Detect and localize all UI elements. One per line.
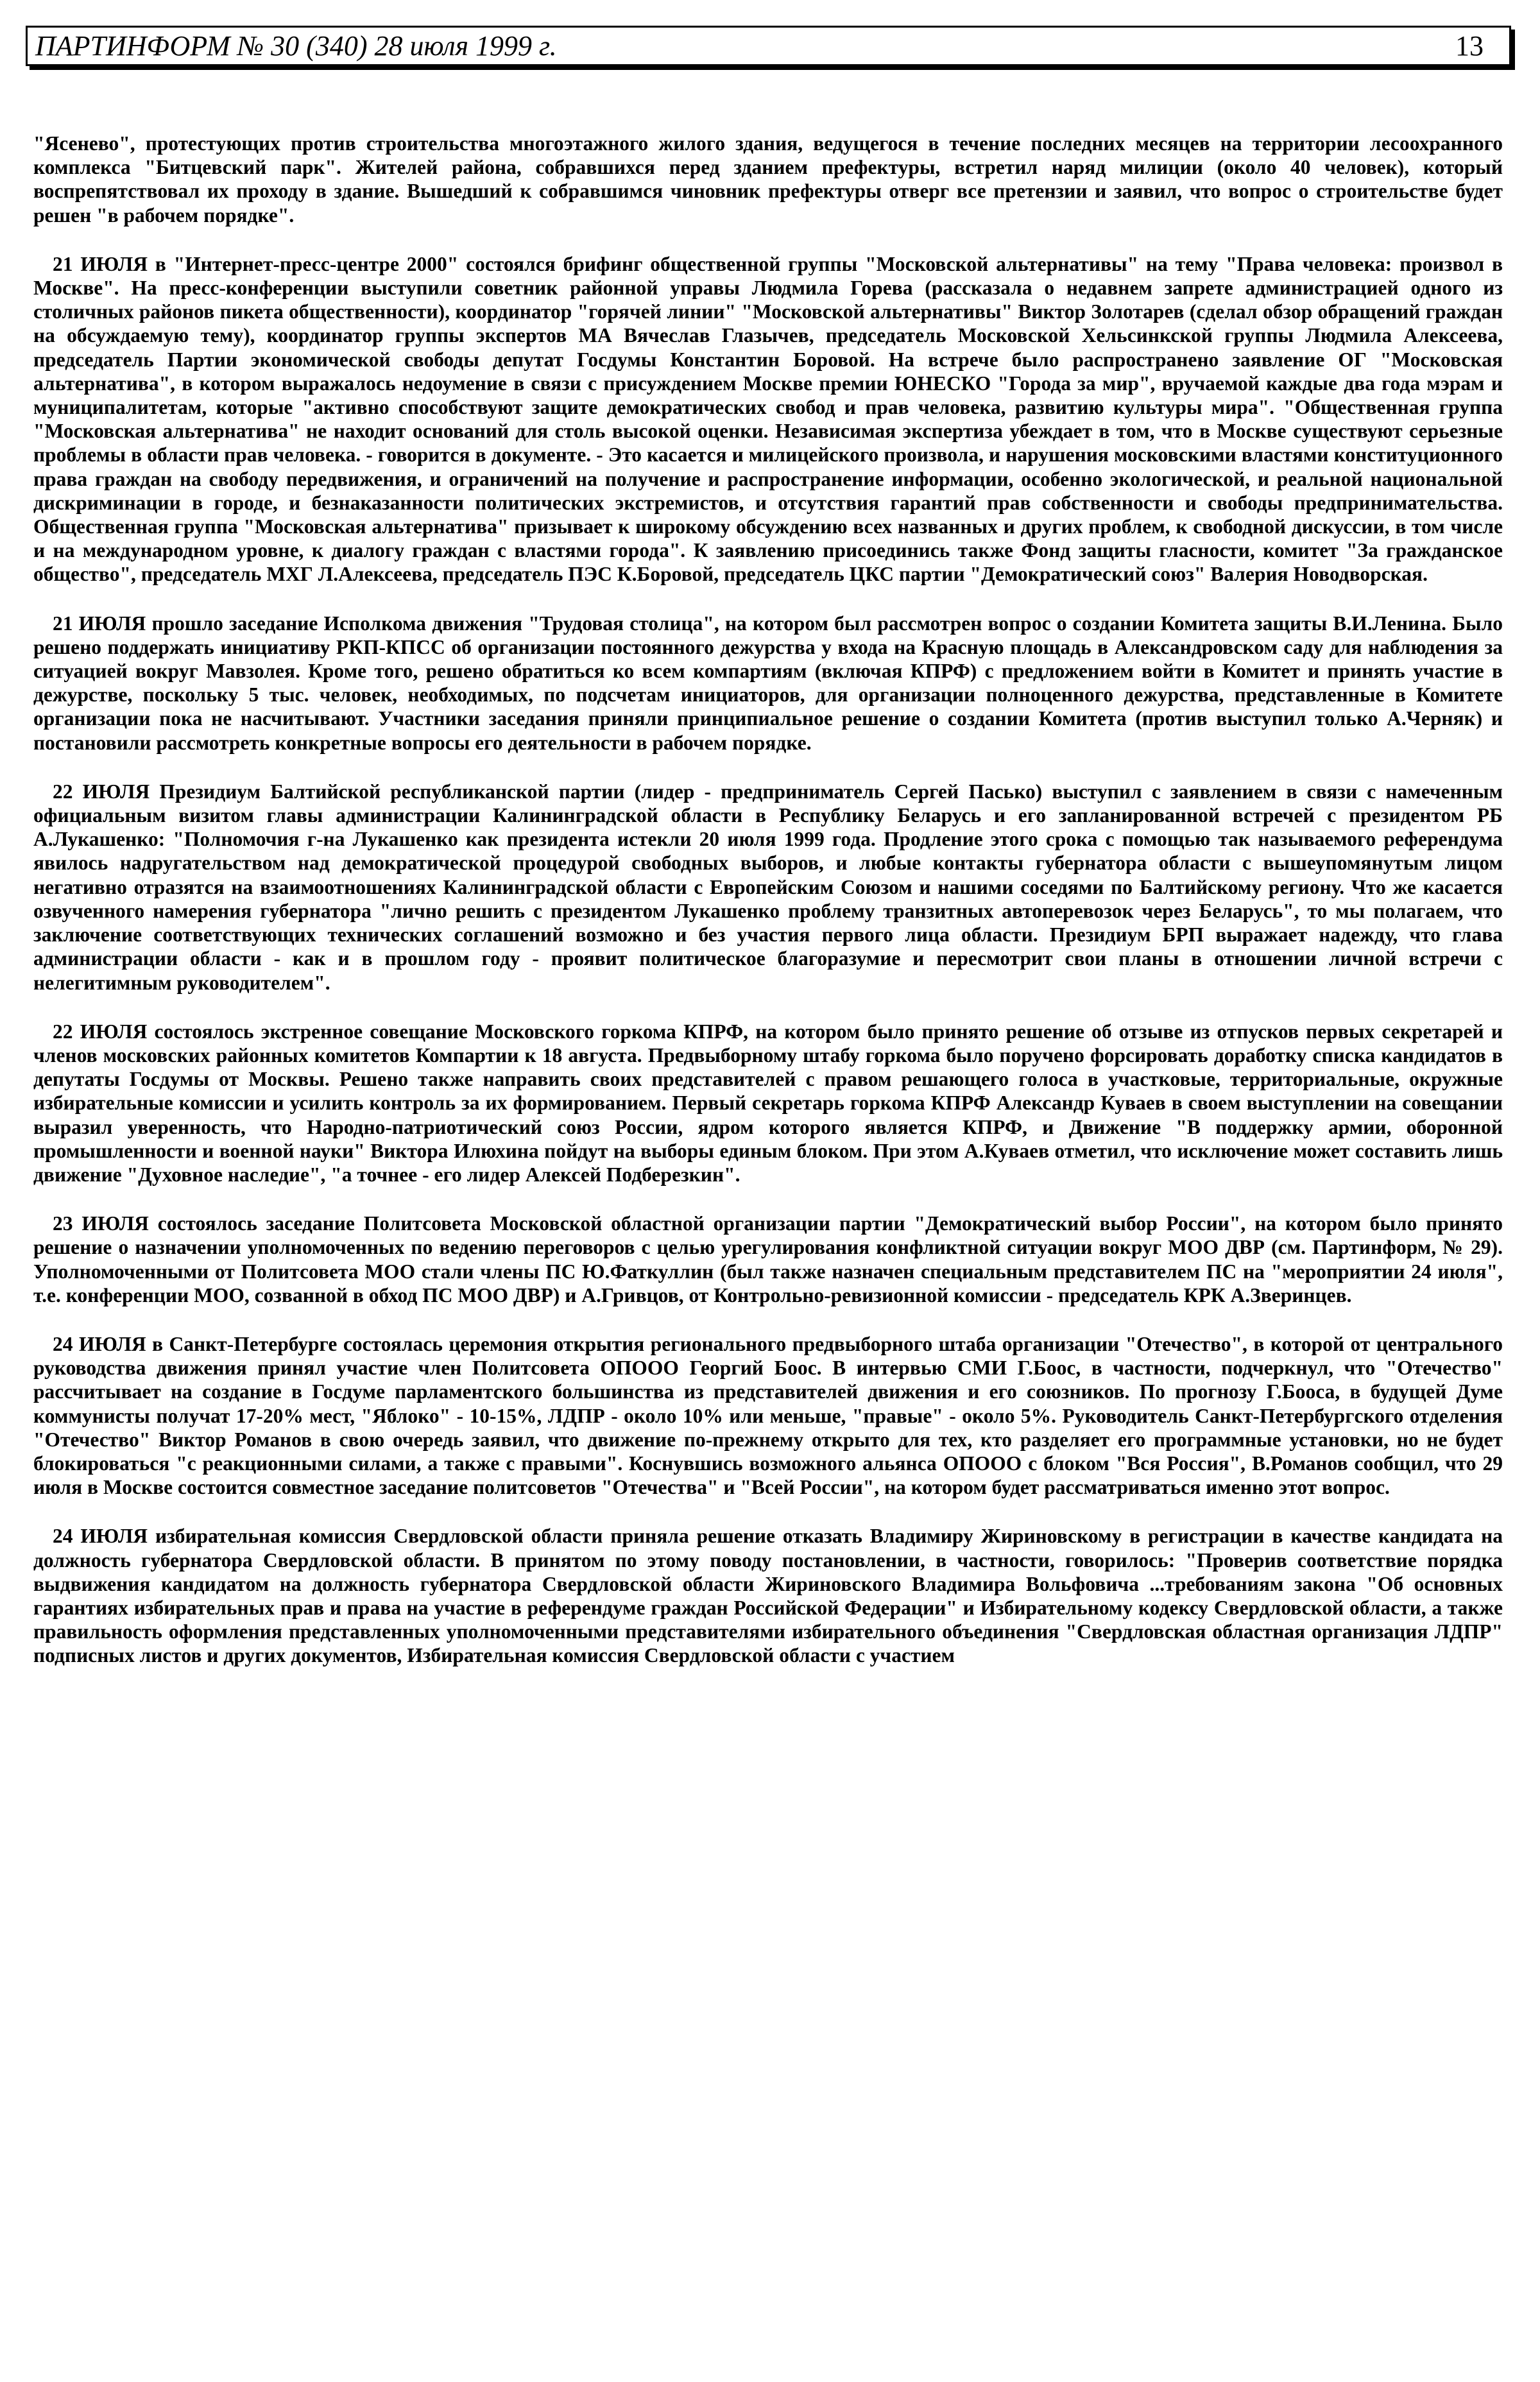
paragraph-july21-ispolkom: 21 ИЮЛЯ прошло заседание Исполкома движения "Трудовая столица", на котором был рассмотрен вопрос о создании Комитета защиты В.И.Ленина. Было решено поддержать инициативу РКП-КПСС об организации постоянного дежурства у входа на Красную площадь в Александровском саду для наблюдения за ситуацией вокруг Мавзолея. Кроме того, решено обратиться ко всем компартиям (включая КПРФ) с предложением войти в Комитет и принять участие в дежурстве, поскольку 5 тыс. человек, необходимых, по подсчетам инициаторов, для организации полноценного дежурства, представленные в Комитете организации пока не насчитывают. Участники заседания приняли принципиальное решение о создании Комитета (против выступил только А.Черняк) и постановили рассмотреть конкретные вопросы его деятельности в рабочем порядке. <box>33 612 1503 754</box>
paragraph-july24-otechestvo: 24 ИЮЛЯ в Санкт-Петербурге состоялась церемония открытия регионального предвыборного штаба организации "Отечество", в которой от центрального руководства движения принял участие член Политсовета ОПООО Георгий Боос. В интервью СМИ Г.Боос, в частности, подчеркнул, что "Отечество" рассчитывает на создание в Госдуме парламентского большинства из представителей движения и его союзников. По прогнозу Г.Бооса, в будущей Думе коммунисты получат 17-20% мест, "Яблоко" - 10-15%, ЛДПР - около 10% или меньше, "правые" - около 5%. Руководитель Санкт-Петербургского отделения "Отечество" Виктор Романов в свою очередь заявил, что движение по-прежнему открыто для тех, кто разделяет его программные установки, но не будет блокироваться "с реакционными силами, а также с правыми". Коснувшись возможного альянса ОПООО с блоком "Вся Россия", В.Романов сообщил, что 29 июля в Москве состоится совместное заседание политсоветов "Отечества" и "Всей России", на котором будет рассматриваться именно этот вопрос. <box>33 1332 1503 1499</box>
publication-title: ПАРТИНФОРМ № 30 (340) 28 июля 1999 г. <box>35 30 557 62</box>
paragraph-yasenevo: "Ясенево", протестующих против строительства многоэтажного жилого здания, ведущегося в течение последних месяцев на территории лесоохранного комплекса "Битцевский парк". Жителей района, собравшихся перед зданием префектуры, встретил наряд милиции (около 40 человек), который воспрепятствовал их проходу в здание. Вышедший к собравшимся чиновник префектуры отверг все претензии и заявил, что вопрос о строительстве будет решен "в рабочем порядке". <box>33 132 1503 227</box>
article-body <box>33 132 1503 1693</box>
paragraph-july21-brifing: 21 ИЮЛЯ в "Интернет-пресс-центре 2000" состоялся брифинг общественной группы "Московской альтернативы" на тему "Права человека: произвол в Москве". На пресс-конференции выступили советник районной управы Людмила Горева (рассказала о недавнем запрете администрацией одного из столичных районов пикета общественности), координатор "горячей линии" "Московской альтернативы" Виктор Золотарев (сделал обзор обращений граждан на обсуждаемую тему), координатор группы экспертов МА Вячеслав Глазычев, председатель Московской Хельсинкской группы Людмила Алексеева, председатель Партии экономической свободы депутат Госдумы Константин Боровой. На встрече было распространено заявление ОГ "Московская альтернатива", в котором выражалось недоумение в связи с присуждением Москве премии ЮНЕСКО "Города за мир", вручаемой каждые два года мэрам и муниципалитетам, которые "активно способствуют защите демократических свобод и прав человека, развитию культуры мира". "Общественная группа "Московская альтернатива" не находит оснований для столь высокой оценки. Независимая экспертиза убеждает в том, что в Москве существуют серьезные проблемы в области прав человека. - говорится в документе. - Это касается и милицейского произвола, и нарушения московскими властями конституционного права граждан на свободу передвижения, и ограничений на получение и распространение информации, особенно экологической, и реальной национальной дискриминации в городе, и безнаказанности политических экстремистов, и отсутствия гарантий прав собственности и свободы предпринимательства. Общественная группа "Московская альтернатива" призывает к широкому обсуждению всех названных и других проблем, к свободной дискуссии, в том числе и на международном уровне, к диалогу граждан с властями города". К заявлению присоединись также Фонд защиты гласности, комитет "За гражданское общество", председатель МХГ Л.Алексеева, председатель ПЭС К.Боровой, председатель ЦКС партии "Демократический союз" Валерия Новодворская. <box>33 252 1503 586</box>
page-header <box>26 26 1511 66</box>
paragraph-july22-brp: 22 ИЮЛЯ Президиум Балтийской республиканской партии (лидер - предприниматель Сергей Пасько) выступил с заявлением в связи с намеченным официальным визитом главы администрации Калининградской области в Республику Беларусь и его запланированной встречей с президентом РБ А.Лукашенко: "Полномочия г-на Лукашенко как президента истекли 20 июля 1999 года. Продление этого срока с помощью так называемого референдума явилось надругательством над демократической процедурой свободных выборов, и любые контакты губернатора области с вышеупомянутым лицом негативно отразятся на взаимоотношениях Калининградской области с Европейским Союзом и нашими соседями по Балтийскому региону. Что же касается озвученного намерения губернатора "лично решить с президентом Лукашенко проблему транзитных автоперевозок через Беларусь", то мы полагаем, что заключение соответствующих технических соглашений возможно и без участия первого лица области. Президиум БРП выражает надежду, что глава администрации области - как и в прошлом году - проявит политическое благоразумие и пересмотрит свои планы в отношении личной встречи с нелегитимным руководителем". <box>33 780 1503 994</box>
paragraph-july23-dvr: 23 ИЮЛЯ состоялось заседание Политсовета Московской областной организации партии "Демократический выбор России", на котором было принято решение о назначении уполномоченных по ведению переговоров с целью урегулирования конфликтной ситуации вокруг МОО ДВР (см. Партинформ, № 29). Уполномоченными от Политсовета МОО стали члены ПС Ю.Фаткуллин (был также назначен специальным представителем ПС на "мероприятии 24 июля", т.е. конференции МОО, созванной в обход ПС МОО ДВР) и А.Гривцов, от Контрольно-ревизионной комиссии - председатель КРК А.Зверинцев. <box>33 1212 1503 1307</box>
page-number: 13 <box>1455 30 1484 62</box>
paragraph-july22-kprf: 22 ИЮЛЯ состоялось экстренное совещание Московского горкома КПРФ, на котором было принято решение об отзыве из отпусков первых секретарей и членов московских районных комитетов Компартии к 18 августа. Предвыборному штабу горкома было поручено форсировать доработку списка кандидатов в депутаты Госдумы от Москвы. Решено также направить своих представителей с правом решающего голоса в участковые, территориальные, окружные избирательные комиссии и усилить контроль за их формированием. Первый секретарь горкома КПРФ Александр Куваев в своем выступлении на совещании выразил уверенность, что Народно-патриотический союз России, ядром которого является КПРФ, и Движение "В поддержку армии, оборонной промышленности и военной науки" Виктора Илюхина пойдут на выборы единым блоком. При этом А.Куваев отметил, что исключение может составить лишь движение "Духовное наследие", "а точнее - его лидер Алексей Подберезкин". <box>33 1020 1503 1186</box>
paragraph-july24-sverdlovsk: 24 ИЮЛЯ избирательная комиссия Свердловской области приняла решение отказать Владимиру Жириновскому в регистрации в качестве кандидата на должность губернатора Свердловской области. В принятом по этому поводу постановлении, в частности, говорилось: "Проверив соответствие порядка выдвижения кандидатом на должность губернатора Свердловской области Жириновского Владимира Вольфовича ...требованиям закона "Об основных гарантиях избирательных прав и права на участие в референдуме граждан Российской Федерации" и Избирательному кодексу Свердловской области, а также правильность оформления представленных уполномоченными представителями избирательного объединения "Свердловская областная организация ЛДПР" подписных листов и других документов, Избирательная комиссия Свердловской области с участием <box>33 1525 1503 1667</box>
